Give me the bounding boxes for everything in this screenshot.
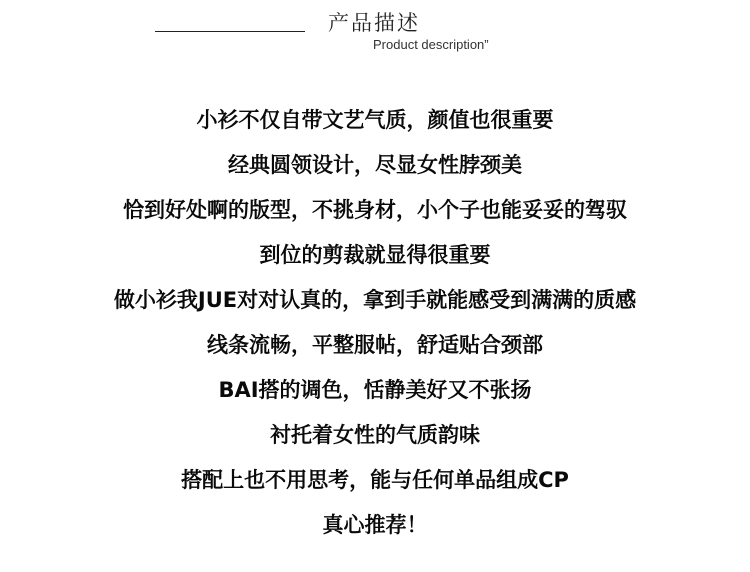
description-line: 衬托着女性的气质韵味 — [270, 423, 480, 447]
section-title: 产品描述 — [328, 11, 420, 35]
description-line: 搭配上也不用思考，能与任何单品组成CP — [181, 468, 569, 492]
description-line: 做小衫我JUE对对认真的，拿到手就能感受到满满的质感 — [113, 288, 637, 312]
description-line: BAI搭的调色，恬静美好又不张扬 — [218, 378, 532, 402]
section-subtitle: Product description” — [373, 37, 489, 52]
header-divider — [155, 31, 305, 32]
description-line: 恰到好处啊的版型，不挑身材，小个子也能妥妥的驾驭 — [123, 198, 627, 222]
description-line: 小衫不仅自带文艺气质，颜值也很重要 — [196, 108, 554, 132]
product-description — [0, 98, 750, 548]
description-line: 经典圆领设计，尽显女性脖颈美 — [228, 153, 522, 177]
description-line: 线条流畅，平整服帖，舒适贴合颈部 — [207, 333, 543, 357]
description-line: 真心推荐！ — [322, 513, 428, 537]
description-line: 到位的剪裁就显得很重要 — [259, 243, 491, 267]
